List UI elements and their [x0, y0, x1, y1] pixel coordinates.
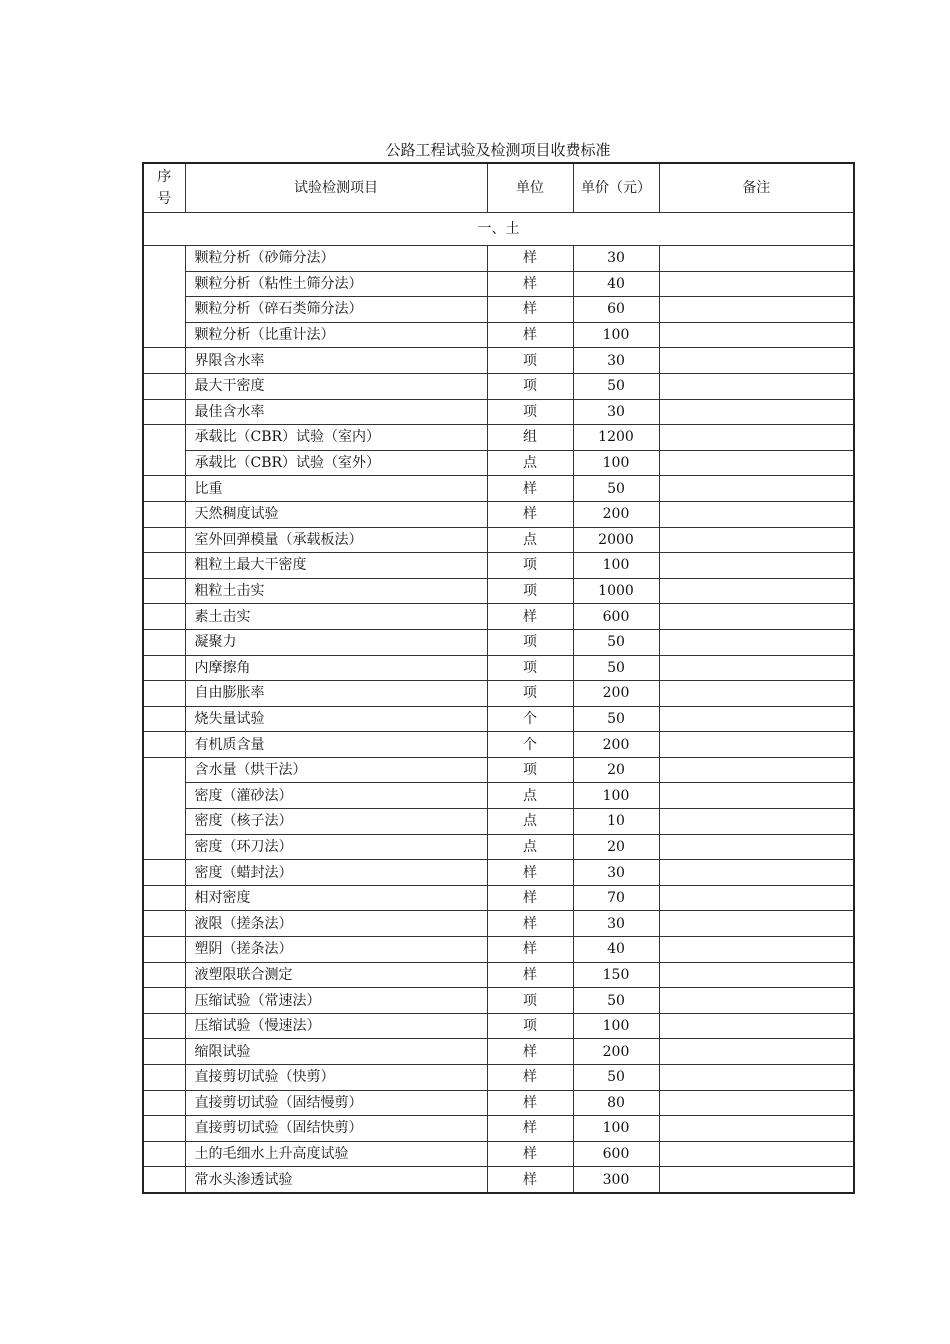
- price-cell: 300: [573, 1167, 659, 1193]
- seq-cell: [143, 604, 185, 630]
- table-row: [143, 1013, 854, 1039]
- item-name-cell: 承载比（CBR）试验（室外）: [185, 450, 487, 476]
- unit-cell: 项: [487, 757, 573, 783]
- remark-cell: [659, 706, 854, 732]
- table-row: [143, 885, 854, 911]
- table-row: [143, 1039, 854, 1065]
- price-cell: 20: [573, 834, 659, 860]
- table-row: [143, 425, 854, 451]
- unit-cell: 样: [487, 911, 573, 937]
- table-row: [143, 271, 854, 297]
- price-cell: 100: [573, 783, 659, 809]
- unit-cell: 项: [487, 553, 573, 579]
- item-name-cell: 密度（核子法）: [185, 809, 487, 835]
- table-row: [143, 373, 854, 399]
- table-row: [143, 399, 854, 425]
- table-row: [143, 578, 854, 604]
- price-cell: 2000: [573, 527, 659, 553]
- seq-cell: [143, 885, 185, 911]
- price-cell: 1200: [573, 425, 659, 451]
- seq-cell: [143, 1116, 185, 1142]
- item-name-cell: 比重: [185, 476, 487, 502]
- seq-cell: [143, 629, 185, 655]
- table-row: [143, 501, 854, 527]
- remark-cell: [659, 1065, 854, 1091]
- item-name-cell: 自由膨胀率: [185, 681, 487, 707]
- price-cell: 100: [573, 1013, 659, 1039]
- document-title: 公路工程试验及检测项目收费标准: [385, 141, 611, 159]
- seq-cell: [143, 1065, 185, 1091]
- price-cell: 50: [573, 655, 659, 681]
- table-row: [143, 476, 854, 502]
- unit-cell: 样: [487, 604, 573, 630]
- unit-cell: 点: [487, 527, 573, 553]
- remark-cell: [659, 834, 854, 860]
- unit-cell: 点: [487, 450, 573, 476]
- seq-cell: [143, 655, 185, 681]
- table-row: [143, 655, 854, 681]
- table-row: [143, 937, 854, 963]
- remark-cell: [659, 399, 854, 425]
- remark-cell: [659, 322, 854, 348]
- table-row: [143, 322, 854, 348]
- remark-cell: [659, 1167, 854, 1193]
- price-cell: 200: [573, 1039, 659, 1065]
- price-cell: 40: [573, 937, 659, 963]
- price-cell: 50: [573, 706, 659, 732]
- item-name-cell: 直接剪切试验（固结快剪）: [185, 1116, 487, 1142]
- unit-cell: 项: [487, 399, 573, 425]
- price-cell: 1000: [573, 578, 659, 604]
- table-row: [143, 1116, 854, 1142]
- price-cell: 600: [573, 1141, 659, 1167]
- price-cell: 150: [573, 962, 659, 988]
- item-name-cell: 塑阴（搓条法）: [185, 937, 487, 963]
- item-name-cell: 颗粒分析（粘性土筛分法）: [185, 271, 487, 297]
- unit-cell: 点: [487, 809, 573, 835]
- remark-cell: [659, 860, 854, 886]
- price-cell: 600: [573, 604, 659, 630]
- table-row: [143, 962, 854, 988]
- remark-cell: [659, 1116, 854, 1142]
- item-name-cell: 颗粒分析（比重计法）: [185, 322, 487, 348]
- unit-cell: 组: [487, 425, 573, 451]
- unit-cell: 样: [487, 885, 573, 911]
- unit-cell: 样: [487, 1141, 573, 1167]
- item-name-cell: 相对密度: [185, 885, 487, 911]
- price-cell: 100: [573, 322, 659, 348]
- unit-cell: 样: [487, 962, 573, 988]
- table-row: [143, 757, 854, 783]
- item-name-cell: 压缩试验（慢速法）: [185, 1013, 487, 1039]
- seq-cell: [143, 501, 185, 527]
- table-row: [143, 527, 854, 553]
- unit-cell: 个: [487, 706, 573, 732]
- seq-cell: [143, 1039, 185, 1065]
- unit-cell: 项: [487, 348, 573, 374]
- header-seq: [143, 163, 185, 213]
- remark-cell: [659, 732, 854, 758]
- item-name-cell: 颗粒分析（砂筛分法）: [185, 246, 487, 272]
- remark-cell: [659, 757, 854, 783]
- item-name-cell: 含水量（烘干法）: [185, 757, 487, 783]
- table-row: [143, 988, 854, 1014]
- seq-cell: [143, 578, 185, 604]
- price-cell: 50: [573, 988, 659, 1014]
- seq-cell: [143, 425, 185, 476]
- seq-cell: [143, 757, 185, 859]
- price-cell: 10: [573, 809, 659, 835]
- table-row: [143, 450, 854, 476]
- table-row: [143, 1090, 854, 1116]
- seq-cell: [143, 399, 185, 425]
- price-cell: 200: [573, 681, 659, 707]
- section-title: 一、土: [143, 213, 854, 246]
- item-name-cell: 直接剪切试验（固结慢剪）: [185, 1090, 487, 1116]
- unit-cell: 样: [487, 937, 573, 963]
- item-name-cell: 天然稠度试验: [185, 501, 487, 527]
- item-name-cell: 凝聚力: [185, 629, 487, 655]
- price-cell: 30: [573, 348, 659, 374]
- remark-cell: [659, 885, 854, 911]
- remark-cell: [659, 655, 854, 681]
- unit-cell: 样: [487, 1039, 573, 1065]
- table-row: [143, 681, 854, 707]
- item-name-cell: 常水头渗透试验: [185, 1167, 487, 1193]
- unit-cell: 项: [487, 681, 573, 707]
- unit-cell: 样: [487, 322, 573, 348]
- unit-cell: 样: [487, 297, 573, 323]
- unit-cell: 样: [487, 1167, 573, 1193]
- price-cell: 100: [573, 450, 659, 476]
- seq-cell: [143, 681, 185, 707]
- price-cell: 30: [573, 860, 659, 886]
- remark-cell: [659, 501, 854, 527]
- unit-cell: 点: [487, 834, 573, 860]
- table-row: [143, 809, 854, 835]
- item-name-cell: 缩限试验: [185, 1039, 487, 1065]
- unit-cell: 点: [487, 783, 573, 809]
- price-cell: 80: [573, 1090, 659, 1116]
- remark-cell: [659, 1141, 854, 1167]
- remark-cell: [659, 578, 854, 604]
- price-cell: 50: [573, 629, 659, 655]
- remark-cell: [659, 937, 854, 963]
- remark-cell: [659, 348, 854, 374]
- remark-cell: [659, 1013, 854, 1039]
- item-name-cell: 直接剪切试验（快剪）: [185, 1065, 487, 1091]
- table-row: [143, 783, 854, 809]
- remark-cell: [659, 1090, 854, 1116]
- table-row: [143, 1065, 854, 1091]
- header-price: 单价（元）: [573, 163, 659, 213]
- item-name-cell: 密度（环刀法）: [185, 834, 487, 860]
- item-name-cell: 颗粒分析（碎石类筛分法）: [185, 297, 487, 323]
- item-name-cell: 密度（蜡封法）: [185, 860, 487, 886]
- remark-cell: [659, 476, 854, 502]
- seq-cell: [143, 1141, 185, 1167]
- remark-cell: [659, 681, 854, 707]
- unit-cell: 项: [487, 988, 573, 1014]
- remark-cell: [659, 911, 854, 937]
- remark-cell: [659, 246, 854, 272]
- seq-cell: [143, 553, 185, 579]
- item-name-cell: 承载比（CBR）试验（室内）: [185, 425, 487, 451]
- remark-cell: [659, 271, 854, 297]
- remark-cell: [659, 783, 854, 809]
- item-name-cell: 素土击实: [185, 604, 487, 630]
- item-name-cell: 粗粒土击实: [185, 578, 487, 604]
- seq-cell: [143, 860, 185, 886]
- remark-cell: [659, 1039, 854, 1065]
- table-row: [143, 348, 854, 374]
- unit-cell: 样: [487, 1065, 573, 1091]
- remark-cell: [659, 450, 854, 476]
- unit-cell: 个: [487, 732, 573, 758]
- price-cell: 60: [573, 297, 659, 323]
- remark-cell: [659, 988, 854, 1014]
- seq-cell: [143, 476, 185, 502]
- remark-cell: [659, 373, 854, 399]
- remark-cell: [659, 604, 854, 630]
- unit-cell: 样: [487, 501, 573, 527]
- item-name-cell: 密度（灌砂法）: [185, 783, 487, 809]
- seq-cell: [143, 1013, 185, 1039]
- seq-cell: [143, 373, 185, 399]
- price-cell: 30: [573, 246, 659, 272]
- unit-cell: 样: [487, 246, 573, 272]
- unit-cell: 样: [487, 476, 573, 502]
- item-name-cell: 界限含水率: [185, 348, 487, 374]
- header-item: 试验检测项目: [185, 163, 487, 213]
- price-cell: 200: [573, 732, 659, 758]
- table-header-row: [143, 163, 854, 213]
- seq-cell: [143, 246, 185, 348]
- remark-cell: [659, 809, 854, 835]
- table-row: [143, 706, 854, 732]
- seq-cell: [143, 706, 185, 732]
- header-seq-line1: 序: [157, 169, 172, 185]
- remark-cell: [659, 553, 854, 579]
- table-row: [143, 297, 854, 323]
- header-seq-line2: 号: [157, 191, 172, 207]
- table-row: [143, 629, 854, 655]
- table-row: [143, 834, 854, 860]
- table-row: [143, 860, 854, 886]
- item-name-cell: 最佳含水率: [185, 399, 487, 425]
- seq-cell: [143, 962, 185, 988]
- unit-cell: 样: [487, 860, 573, 886]
- item-name-cell: 液限（搓条法）: [185, 911, 487, 937]
- seq-cell: [143, 937, 185, 963]
- table-row: [143, 1167, 854, 1193]
- item-name-cell: 最大干密度: [185, 373, 487, 399]
- table-row: [143, 911, 854, 937]
- table-row: [143, 1141, 854, 1167]
- item-name-cell: 室外回弹模量（承载板法）: [185, 527, 487, 553]
- section-row: [143, 213, 854, 246]
- remark-cell: [659, 297, 854, 323]
- header-unit: 单位: [487, 163, 573, 213]
- unit-cell: 项: [487, 629, 573, 655]
- item-name-cell: 有机质含量: [185, 732, 487, 758]
- price-cell: 70: [573, 885, 659, 911]
- remark-cell: [659, 962, 854, 988]
- item-name-cell: 压缩试验（常速法）: [185, 988, 487, 1014]
- table-row: [143, 604, 854, 630]
- price-cell: 50: [573, 476, 659, 502]
- table-row: [143, 246, 854, 272]
- remark-cell: [659, 425, 854, 451]
- fee-table: [142, 162, 855, 1194]
- table-row: [143, 553, 854, 579]
- price-cell: 30: [573, 911, 659, 937]
- price-cell: 100: [573, 1116, 659, 1142]
- item-name-cell: 烧失量试验: [185, 706, 487, 732]
- price-cell: 50: [573, 1065, 659, 1091]
- price-cell: 200: [573, 501, 659, 527]
- price-cell: 30: [573, 399, 659, 425]
- item-name-cell: 液塑限联合测定: [185, 962, 487, 988]
- price-cell: 40: [573, 271, 659, 297]
- seq-cell: [143, 348, 185, 374]
- unit-cell: 样: [487, 1116, 573, 1142]
- item-name-cell: 土的毛细水上升高度试验: [185, 1141, 487, 1167]
- item-name-cell: 内摩擦角: [185, 655, 487, 681]
- header-remark: 备注: [659, 163, 854, 213]
- price-cell: 100: [573, 553, 659, 579]
- seq-cell: [143, 988, 185, 1014]
- table-row: [143, 732, 854, 758]
- unit-cell: 样: [487, 271, 573, 297]
- seq-cell: [143, 1090, 185, 1116]
- price-cell: 50: [573, 373, 659, 399]
- price-cell: 20: [573, 757, 659, 783]
- unit-cell: 项: [487, 655, 573, 681]
- unit-cell: 项: [487, 578, 573, 604]
- seq-cell: [143, 732, 185, 758]
- unit-cell: 项: [487, 373, 573, 399]
- seq-cell: [143, 911, 185, 937]
- seq-cell: [143, 1167, 185, 1193]
- remark-cell: [659, 527, 854, 553]
- seq-cell: [143, 527, 185, 553]
- remark-cell: [659, 629, 854, 655]
- unit-cell: 样: [487, 1090, 573, 1116]
- unit-cell: 项: [487, 1013, 573, 1039]
- item-name-cell: 粗粒土最大干密度: [185, 553, 487, 579]
